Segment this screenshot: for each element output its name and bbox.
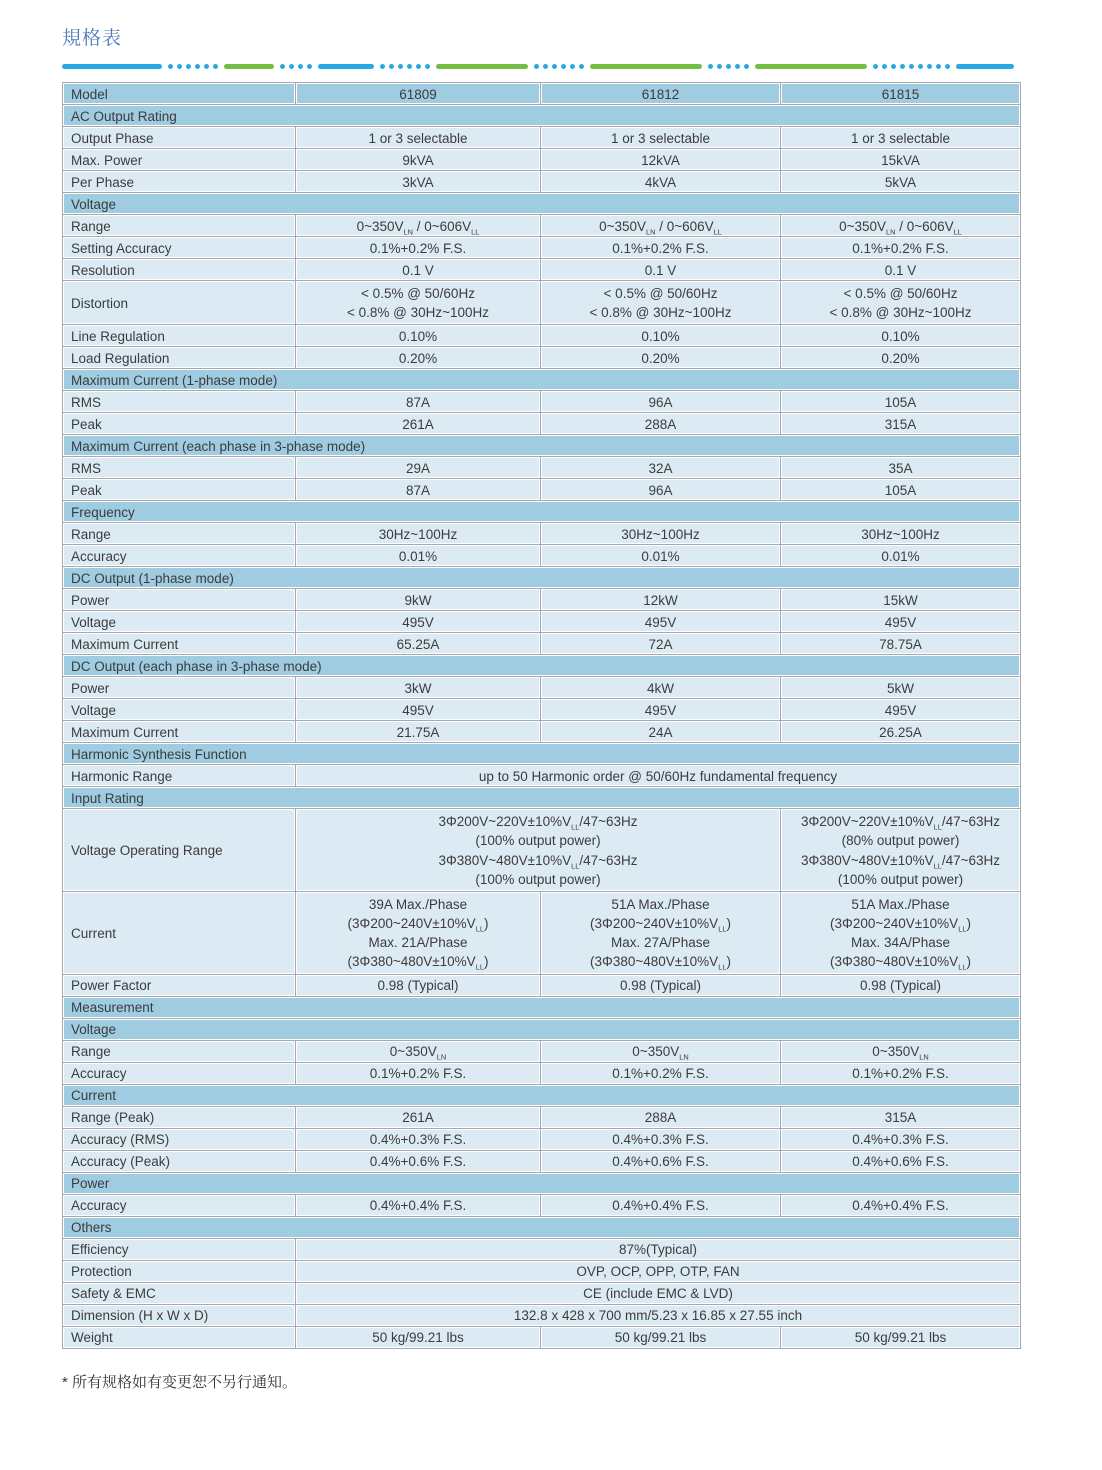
row-label: Line Regulation	[63, 325, 296, 347]
table-row	[63, 127, 1021, 149]
section-row	[63, 567, 1021, 589]
row-label: Accuracy	[63, 1194, 296, 1216]
value-cell	[541, 281, 781, 325]
value-cell	[296, 281, 541, 325]
blue-bar-segment	[956, 64, 1014, 69]
value-cell: 29A	[296, 457, 541, 479]
dot-segment	[873, 64, 950, 69]
value-cell	[781, 281, 1021, 325]
row-label: Harmonic Range	[63, 765, 296, 787]
value-cell: 0.4%+0.4% F.S.	[296, 1194, 541, 1216]
value-cell: 0.1%+0.2% F.S.	[296, 1062, 541, 1084]
section-row	[63, 369, 1021, 391]
value-cell: 12kW	[541, 589, 781, 611]
cell-line: < 0.8% @ 30Hz~100Hz	[589, 305, 732, 321]
value-cell: 0.01%	[781, 545, 1021, 567]
row-label: Distortion	[63, 281, 296, 325]
dot-segment	[168, 64, 218, 69]
cell-line: 51A Max./Phase	[611, 896, 710, 912]
cell-line: 51A Max./Phase	[851, 896, 950, 912]
cell-line: $3\Phi 380V\sim 480V\pm 10\%V_{LL}/47\sim 63Hz$	[438, 852, 638, 871]
cell-line: $(3\Phi 200\sim 240V\pm 10\%V_{LL})$	[590, 916, 731, 934]
value-cell	[781, 891, 1021, 974]
dot	[945, 64, 950, 69]
dot	[280, 64, 285, 69]
row-label: Model	[63, 83, 296, 105]
value-cell: 5kVA	[781, 171, 1021, 193]
table-row	[63, 281, 1021, 325]
value-cell: 0.4%+0.3% F.S.	[781, 1128, 1021, 1150]
value-cell: 315A	[781, 1106, 1021, 1128]
dot-segment	[280, 64, 312, 69]
row-label: Safety & EMC	[63, 1282, 296, 1304]
row-label: Range	[63, 1040, 296, 1062]
value-cell: 9kW	[296, 589, 541, 611]
dot	[307, 64, 312, 69]
dot	[735, 64, 740, 69]
table-row	[63, 677, 1021, 699]
cell-line: < 0.5% @ 50/60Hz	[603, 286, 718, 301]
cell-line: Max. 21A/Phase	[368, 935, 468, 951]
section-header: Maximum Current (1-phase mode)	[63, 369, 1021, 391]
value-cell: 0.01%	[296, 545, 541, 567]
cell-line: $(3\Phi 200\sim 240V\pm 10\%V_{LL})$	[347, 916, 489, 934]
value-cell: 87A	[296, 391, 541, 413]
row-label: Peak	[63, 413, 296, 435]
section-row	[63, 193, 1021, 215]
dot	[204, 64, 209, 69]
table-row	[63, 1128, 1021, 1150]
table-row	[63, 259, 1021, 281]
dot	[744, 64, 749, 69]
row-label: Maximum Current	[63, 721, 296, 743]
dot	[186, 64, 191, 69]
value-cell: 15kVA	[781, 149, 1021, 171]
dot	[213, 64, 218, 69]
model-number: 61815	[781, 83, 1021, 105]
value-cell: 35A	[781, 457, 1021, 479]
table-row	[63, 765, 1021, 787]
table-row	[63, 523, 1021, 545]
dot	[561, 64, 566, 69]
green-bar-segment	[590, 64, 702, 69]
dot-segment	[534, 64, 584, 69]
table-row	[63, 589, 1021, 611]
value-cell: 132.8 x 428 x 700 mm/5.23 x 16.85 x 27.55 inch	[296, 1304, 1021, 1326]
value-cell: 0.1%+0.2% F.S.	[296, 237, 541, 259]
cell-line: (100% output power)	[475, 833, 601, 849]
value-cell: 3kW	[296, 677, 541, 699]
row-label: Range (Peak)	[63, 1106, 296, 1128]
dot	[534, 64, 539, 69]
section-header: Current	[63, 1084, 1021, 1106]
dot	[570, 64, 575, 69]
section-row	[63, 996, 1021, 1018]
row-label: Voltage Operating Range	[63, 809, 296, 892]
row-label: RMS	[63, 391, 296, 413]
value-cell: 96A	[541, 479, 781, 501]
table-row	[63, 545, 1021, 567]
dot	[873, 64, 878, 69]
cell-line: $3\Phi 200V\sim 220V\pm 10\%V_{LL}/47\sim 63Hz$	[438, 814, 638, 832]
value-cell: CE (include EMC & LVD)	[296, 1282, 1021, 1304]
row-label: Load Regulation	[63, 347, 296, 369]
value-cell: 0.1%+0.2% F.S.	[541, 237, 781, 259]
section-row	[63, 1084, 1021, 1106]
section-header: AC Output Rating	[63, 105, 1021, 127]
table-row	[63, 1150, 1021, 1172]
section-header: Measurement	[63, 996, 1021, 1018]
cell-line: $(3\Phi 380\sim 480V\pm 10\%V_{LL})$	[347, 954, 489, 973]
row-label: Power	[63, 589, 296, 611]
value-cell: $0\sim 350V_{LN}$	[296, 1040, 541, 1062]
value-cell: 0.10%	[541, 325, 781, 347]
table-row	[63, 699, 1021, 721]
value-cell: 9kVA	[296, 149, 541, 171]
dot	[900, 64, 905, 69]
value-cell: $0\sim 350V_{LN}$	[541, 1040, 781, 1062]
value-cell: 0.20%	[296, 347, 541, 369]
value-cell: 30Hz~100Hz	[541, 523, 781, 545]
value-cell: 32A	[541, 457, 781, 479]
dot	[177, 64, 182, 69]
value-cell: 0.1 V	[541, 259, 781, 281]
cell-line: $(3\Phi 380\sim 480V\pm 10\%V_{LL})$	[590, 954, 731, 973]
value-cell: 1 or 3 selectable	[541, 127, 781, 149]
section-row	[63, 787, 1021, 809]
value-cell: 78.75A	[781, 633, 1021, 655]
value-cell: 261A	[296, 1106, 541, 1128]
value-cell: up to 50 Harmonic order @ 50/60Hz fundamental frequency	[296, 765, 1021, 787]
value-cell: 288A	[541, 1106, 781, 1128]
value-cell: 0.4%+0.3% F.S.	[541, 1128, 781, 1150]
dot	[708, 64, 713, 69]
dot	[552, 64, 557, 69]
row-label: Range	[63, 215, 296, 237]
value-cell: 50 kg/99.21 lbs	[541, 1326, 781, 1348]
section-row	[63, 435, 1021, 457]
model-number: 61812	[541, 83, 781, 105]
dot	[891, 64, 896, 69]
dot	[289, 64, 294, 69]
row-label: Resolution	[63, 259, 296, 281]
cell-line: $3\Phi 200V\sim 220V\pm 10\%V_{LL}/47\sim 63Hz$	[800, 814, 1001, 832]
green-bar-segment	[755, 64, 867, 69]
value-cell: $0\sim 350V_{LN}$ / $0\sim 606V_{LL}$	[296, 215, 541, 237]
table-row	[63, 809, 1021, 892]
value-cell: 87%(Typical)	[296, 1238, 1021, 1260]
value-cell: $0\sim 350V_{LN}$ / $0\sim 606V_{LL}$	[541, 215, 781, 237]
value-cell: 315A	[781, 413, 1021, 435]
page-title: 規格表	[62, 28, 123, 49]
cell-line: (100% output power)	[475, 871, 601, 887]
value-cell: 0.10%	[781, 325, 1021, 347]
table-row	[63, 83, 1021, 105]
value-cell: 261A	[296, 413, 541, 435]
cell-line: < 0.8% @ 30Hz~100Hz	[829, 305, 972, 321]
section-header: Harmonic Synthesis Function	[63, 743, 1021, 765]
value-cell: 30Hz~100Hz	[781, 523, 1021, 545]
value-cell: 24A	[541, 721, 781, 743]
row-label: Power	[63, 677, 296, 699]
value-cell: 495V	[781, 611, 1021, 633]
table-row	[63, 1282, 1021, 1304]
table-row	[63, 1062, 1021, 1084]
cell-line: $(3\Phi 380\sim 480V\pm 10\%V_{LL})$	[830, 954, 971, 973]
value-cell	[296, 891, 541, 974]
dot	[298, 64, 303, 69]
row-label: Protection	[63, 1260, 296, 1282]
cell-line: $(3\Phi 200\sim 240V\pm 10\%V_{LL})$	[830, 916, 971, 934]
cell-line: < 0.5% @ 50/60Hz	[843, 286, 958, 301]
table-row	[63, 347, 1021, 369]
table-row	[63, 611, 1021, 633]
value-cell: 0.1%+0.2% F.S.	[541, 1062, 781, 1084]
cell-line: Max. 27A/Phase	[610, 935, 711, 951]
section-row	[63, 105, 1021, 127]
table-row	[63, 171, 1021, 193]
value-cell: 495V	[781, 699, 1021, 721]
value-cell: 0.98 (Typical)	[541, 974, 781, 996]
footnote-text: * 所有规格如有变更恕不另行通知。	[62, 1373, 298, 1391]
value-cell	[781, 809, 1021, 892]
value-cell: 5kW	[781, 677, 1021, 699]
row-label: Dimension (H x W x D)	[63, 1304, 296, 1326]
dot	[543, 64, 548, 69]
section-header: Others	[63, 1216, 1021, 1238]
row-label: Weight	[63, 1326, 296, 1348]
value-cell: 4kW	[541, 677, 781, 699]
row-label: Maximum Current	[63, 633, 296, 655]
dot	[398, 64, 403, 69]
value-cell: 0.4%+0.6% F.S.	[541, 1150, 781, 1172]
table-row	[63, 1040, 1021, 1062]
row-label: Voltage	[63, 611, 296, 633]
section-header: DC Output (1-phase mode)	[63, 567, 1021, 589]
table-row	[63, 237, 1021, 259]
value-cell: 1 or 3 selectable	[296, 127, 541, 149]
value-cell: 288A	[541, 413, 781, 435]
value-cell: 0.98 (Typical)	[781, 974, 1021, 996]
dot	[927, 64, 932, 69]
row-label: Per Phase	[63, 171, 296, 193]
value-cell: 15kW	[781, 589, 1021, 611]
cell-line: (80% output power)	[841, 833, 960, 849]
table-row	[63, 457, 1021, 479]
section-row	[63, 655, 1021, 677]
value-cell: 495V	[296, 699, 541, 721]
table-row	[63, 391, 1021, 413]
green-bar-segment	[436, 64, 528, 69]
row-label: Accuracy	[63, 1062, 296, 1084]
table-row	[63, 1326, 1021, 1348]
spec-table	[62, 82, 1021, 1349]
row-label: Setting Accuracy	[63, 237, 296, 259]
value-cell: 495V	[296, 611, 541, 633]
green-bar-segment	[224, 64, 274, 69]
value-cell: 105A	[781, 479, 1021, 501]
table-row	[63, 413, 1021, 435]
row-label: Accuracy (RMS)	[63, 1128, 296, 1150]
value-cell: 0.20%	[541, 347, 781, 369]
section-row	[63, 743, 1021, 765]
value-cell: OVP, OCP, OPP, OTP, FAN	[296, 1260, 1021, 1282]
value-cell: 50 kg/99.21 lbs	[296, 1326, 541, 1348]
value-cell: 0.4%+0.4% F.S.	[781, 1194, 1021, 1216]
section-header: Input Rating	[63, 787, 1021, 809]
value-cell: 495V	[541, 611, 781, 633]
value-cell: 30Hz~100Hz	[296, 523, 541, 545]
table-row	[63, 479, 1021, 501]
value-cell: 0.10%	[296, 325, 541, 347]
dot	[579, 64, 584, 69]
cell-line: Max. 34A/Phase	[850, 935, 951, 951]
row-label: RMS	[63, 457, 296, 479]
value-cell: $0\sim 350V_{LN}$	[781, 1040, 1021, 1062]
table-row	[63, 721, 1021, 743]
cell-line: < 0.8% @ 30Hz~100Hz	[346, 305, 490, 321]
section-header: DC Output (each phase in 3-phase mode)	[63, 655, 1021, 677]
dot	[389, 64, 394, 69]
row-label: Max. Power	[63, 149, 296, 171]
value-cell: 0.4%+0.6% F.S.	[781, 1150, 1021, 1172]
table-row	[63, 633, 1021, 655]
value-cell: 50 kg/99.21 lbs	[781, 1326, 1021, 1348]
dot-segment	[708, 64, 749, 69]
value-cell: 1 or 3 selectable	[781, 127, 1021, 149]
section-row	[63, 1018, 1021, 1040]
row-label: Accuracy	[63, 545, 296, 567]
cell-line: 39A Max./Phase	[368, 896, 468, 912]
section-row	[63, 501, 1021, 523]
section-header: Maximum Current (each phase in 3-phase mode)	[63, 435, 1021, 457]
value-cell: 26.25A	[781, 721, 1021, 743]
section-header: Frequency	[63, 501, 1021, 523]
dot	[909, 64, 914, 69]
value-cell: 0.1%+0.2% F.S.	[781, 1062, 1021, 1084]
dot	[425, 64, 430, 69]
row-label: Range	[63, 523, 296, 545]
dot	[882, 64, 887, 69]
table-row	[63, 1260, 1021, 1282]
value-cell: 4kVA	[541, 171, 781, 193]
table-row	[63, 1194, 1021, 1216]
decorative-separator	[62, 63, 1024, 69]
cell-line: $3\Phi 380V\sim 480V\pm 10\%V_{LL}/47\sim 63Hz$	[800, 852, 1001, 871]
value-cell: 0.1%+0.2% F.S.	[781, 237, 1021, 259]
row-label: Accuracy (Peak)	[63, 1150, 296, 1172]
table-row	[63, 149, 1021, 171]
value-cell: 0.01%	[541, 545, 781, 567]
table-row	[63, 1106, 1021, 1128]
dot	[416, 64, 421, 69]
section-header: Voltage	[63, 1018, 1021, 1040]
table-row	[63, 325, 1021, 347]
value-cell: 495V	[541, 699, 781, 721]
cell-line: < 0.5% @ 50/60Hz	[361, 286, 475, 301]
table-row	[63, 1238, 1021, 1260]
value-cell: $0\sim 350V_{LN}$ / $0\sim 606V_{LL}$	[781, 215, 1021, 237]
value-cell: 0.98 (Typical)	[296, 974, 541, 996]
row-label: Current	[63, 891, 296, 974]
dot	[717, 64, 722, 69]
value-cell: 105A	[781, 391, 1021, 413]
dot	[380, 64, 385, 69]
dot-segment	[380, 64, 430, 69]
dot	[168, 64, 173, 69]
row-label: Power Factor	[63, 974, 296, 996]
dot	[407, 64, 412, 69]
value-cell: 0.1 V	[781, 259, 1021, 281]
row-label: Output Phase	[63, 127, 296, 149]
dot	[726, 64, 731, 69]
blue-bar-segment	[318, 64, 374, 69]
value-cell: 87A	[296, 479, 541, 501]
dot	[195, 64, 200, 69]
row-label: Voltage	[63, 699, 296, 721]
value-cell	[541, 891, 781, 974]
value-cell: 96A	[541, 391, 781, 413]
value-cell: 0.1 V	[296, 259, 541, 281]
value-cell: 0.4%+0.4% F.S.	[541, 1194, 781, 1216]
section-header: Voltage	[63, 193, 1021, 215]
dot	[918, 64, 923, 69]
table-row	[63, 974, 1021, 996]
value-cell: 72A	[541, 633, 781, 655]
section-row	[63, 1216, 1021, 1238]
value-cell: 65.25A	[296, 633, 541, 655]
table-row	[63, 891, 1021, 974]
blue-bar-segment	[62, 64, 162, 69]
value-cell	[296, 809, 781, 892]
value-cell: 0.4%+0.3% F.S.	[296, 1128, 541, 1150]
section-row	[63, 1172, 1021, 1194]
section-header: Power	[63, 1172, 1021, 1194]
table-row	[63, 215, 1021, 237]
value-cell: 12kVA	[541, 149, 781, 171]
value-cell: 0.4%+0.6% F.S.	[296, 1150, 541, 1172]
value-cell: 0.20%	[781, 347, 1021, 369]
model-number: 61809	[296, 83, 541, 105]
row-label: Efficiency	[63, 1238, 296, 1260]
row-label: Peak	[63, 479, 296, 501]
value-cell: 3kVA	[296, 171, 541, 193]
cell-line: (100% output power)	[837, 871, 964, 887]
table-row	[63, 1304, 1021, 1326]
dot	[936, 64, 941, 69]
value-cell: 21.75A	[296, 721, 541, 743]
